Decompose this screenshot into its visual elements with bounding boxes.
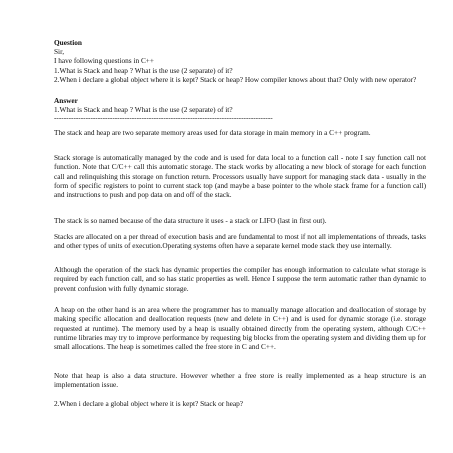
paragraph-stack-threads: Stacks are allocated on a per thread of execution basis and are fundamental to most if not all implementations of threads, tasks and other types of units of execution.Operating systems often have a separate kernel mode stack they use internally. <box>54 232 426 251</box>
paragraph-heap-structure: Note that heap is also a data structure. However whether a free store is really implemented as a heap structure is an implementation issue. <box>54 371 426 390</box>
question-heading: Question <box>54 38 82 47</box>
paragraph-stack-heap-intro: The stack and heap are two separate memory areas used for data storage in main memory in a C++ program. <box>54 128 371 137</box>
paragraph-stack-storage: Stack storage is automatically managed by the code and is used for data local to a function call - note I say function call not function. Note that C/C++ call this automatic storage. The stack works by allocating a new block of storage for each function call and relinquishing this storage on function return. Processors usually have support for managing stack data - usually in the form of specific registers to point to current stack top (and maybe a base pointer to the whole stack frame for a function call) and instructions to push and pop data on and off of the stack. <box>54 153 426 200</box>
answer-q1-title: 1.What is Stack and heap ? What is the use (2 separate) of it? <box>54 105 233 114</box>
answer-heading: Answer <box>54 96 78 105</box>
answer-separator: ------------------------------------------------------------------------------------------ <box>54 113 273 122</box>
paragraph-stack-name: The stack is so named because of the data structure it uses - a stack or LIFO (last in first out). <box>54 216 327 225</box>
question-body: Sir, I have following questions in C++ 1.What is Stack and heap ? What is the use (2 separate) of it? 2.When i declare a global object where it is kept? Stack or heap? How compiler knows about that? Only with new operator? <box>54 47 417 84</box>
paragraph-stack-static: Although the operation of the stack has dynamic properties the compiler has enough information to calculate what storage is required by each function call, and so has static properties as well. Hence I suppose the term automatic rather than dynamic to prevent confusion with fully dynamic storage. <box>54 265 426 293</box>
paragraph-heap: A heap on the other hand is an area where the programmer has to manually manage allocation and deallocation of storage by making specific allocation and deallocation requests (new and delete in C++) and is used for dynamic storage (i.e. storage requested at runtime). The memory used by a heap is usually obtained directly from the operating system, although C/C++ runtime libraries may try to improve performance by requesting big blocks from the operating system and dividing them up for small allocations. The heap is sometimes called the free store in C and C++. <box>54 305 426 352</box>
answer-q2-title: 2.When i declare a global object where it is kept? Stack or heap? <box>54 399 244 408</box>
